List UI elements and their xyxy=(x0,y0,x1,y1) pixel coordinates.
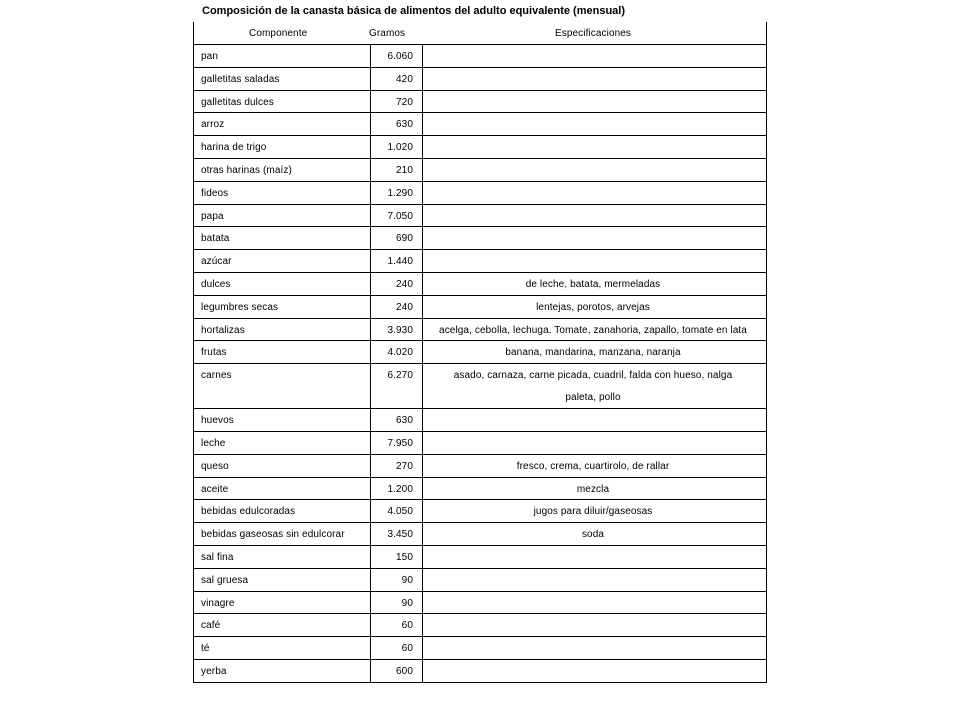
cell-gramos: 630 xyxy=(396,119,413,130)
cell-especificaciones: soda xyxy=(581,529,605,540)
table-hline xyxy=(193,545,767,546)
cell-gramos: 4.050 xyxy=(387,506,413,517)
table-hline xyxy=(193,135,767,136)
table-hline xyxy=(193,363,767,364)
cell-gramos: 1.290 xyxy=(387,188,413,199)
table-hline xyxy=(193,454,767,455)
table-hline xyxy=(193,408,767,409)
cell-gramos: 630 xyxy=(396,415,413,426)
header-componente: Componente xyxy=(249,28,308,39)
cell-gramos: 60 xyxy=(401,643,413,654)
cell-componente: azúcar xyxy=(201,256,232,267)
cell-componente: leche xyxy=(201,438,226,449)
cell-componente: frutas xyxy=(201,347,227,358)
cell-gramos: 600 xyxy=(396,666,413,677)
cell-gramos: 720 xyxy=(396,97,413,108)
cell-gramos: 210 xyxy=(396,165,413,176)
cell-especificaciones: jugos para diluir/gaseosas xyxy=(533,506,653,517)
cell-gramos: 3.930 xyxy=(387,325,413,336)
cell-componente: harina de trigo xyxy=(201,142,267,153)
cell-componente: vinagre xyxy=(201,598,235,609)
table-hline xyxy=(193,499,767,500)
cell-componente: dulces xyxy=(201,279,231,290)
cell-gramos: 90 xyxy=(401,575,413,586)
cell-especificaciones-continued: paleta, pollo xyxy=(565,392,621,403)
table-hline xyxy=(193,340,767,341)
table-hline xyxy=(193,272,767,273)
cell-gramos: 270 xyxy=(396,461,413,472)
cell-componente: galletitas dulces xyxy=(201,97,274,108)
cell-gramos: 1.020 xyxy=(387,142,413,153)
cell-componente: huevos xyxy=(201,415,234,426)
cell-gramos: 7.950 xyxy=(387,438,413,449)
cell-componente: arroz xyxy=(201,119,225,130)
table-hline xyxy=(193,591,767,592)
page-title: Composición de la canasta básica de alimentos del adulto equivalente (mensual) xyxy=(202,5,626,17)
cell-gramos: 690 xyxy=(396,233,413,244)
cell-gramos: 4.020 xyxy=(387,347,413,358)
cell-especificaciones: lentejas, porotos, arvejas xyxy=(536,302,650,313)
header-gramos: Gramos xyxy=(369,28,406,39)
header-especificaciones: Especificaciones xyxy=(554,28,632,39)
table-hline xyxy=(193,613,767,614)
cell-gramos: 90 xyxy=(401,598,413,609)
table-hline xyxy=(193,67,767,68)
table-hline xyxy=(193,249,767,250)
cell-componente: sal fina xyxy=(201,552,234,563)
table-hline xyxy=(193,44,767,45)
cell-componente: aceite xyxy=(201,484,229,495)
table-hline xyxy=(193,181,767,182)
cell-especificaciones: mezcla xyxy=(576,484,610,495)
cell-componente: bebidas gaseosas sin edulcorar xyxy=(201,529,345,540)
cell-especificaciones: asado, carnaza, carne picada, cuadril, falda con hueso, nalga xyxy=(453,370,733,381)
table-hline xyxy=(193,568,767,569)
cell-especificaciones: acelga, cebolla, lechuga. Tomate, zanahoria, zapallo, tomate en lata xyxy=(439,325,747,336)
cell-componente: otras harinas (maíz) xyxy=(201,165,292,176)
cell-componente: papa xyxy=(201,211,224,222)
cell-componente: queso xyxy=(201,461,229,472)
table-hline xyxy=(193,112,767,113)
cell-gramos: 240 xyxy=(396,279,413,290)
table-vline xyxy=(766,22,767,683)
cell-especificaciones: fresco, crema, cuartirolo, de rallar xyxy=(516,461,670,472)
food-basket-table xyxy=(193,22,767,677)
cell-especificaciones: banana, mandarina, manzana, naranja xyxy=(505,347,681,358)
cell-gramos: 7.050 xyxy=(387,211,413,222)
table-hline xyxy=(193,431,767,432)
table-hline xyxy=(193,204,767,205)
table-hline xyxy=(193,226,767,227)
cell-componente: legumbres secas xyxy=(201,302,279,313)
cell-gramos: 1.200 xyxy=(387,484,413,495)
table-hline xyxy=(193,682,767,683)
cell-gramos: 1.440 xyxy=(387,256,413,267)
cell-componente: fideos xyxy=(201,188,229,199)
cell-gramos: 240 xyxy=(396,302,413,313)
cell-componente: sal gruesa xyxy=(201,575,249,586)
cell-gramos: 6.060 xyxy=(387,51,413,62)
table-hline xyxy=(193,90,767,91)
cell-componente: café xyxy=(201,620,221,631)
cell-componente: hortalizas xyxy=(201,325,245,336)
table-hline xyxy=(193,636,767,637)
table-hline xyxy=(193,659,767,660)
cell-especificaciones: de leche, batata, mermeladas xyxy=(525,279,661,290)
cell-componente: bebidas edulcoradas xyxy=(201,506,296,517)
table-hline xyxy=(193,295,767,296)
cell-componente: batata xyxy=(201,233,230,244)
table-hline xyxy=(193,477,767,478)
cell-gramos: 6.270 xyxy=(387,370,413,381)
cell-gramos: 3.450 xyxy=(387,529,413,540)
cell-componente: pan xyxy=(201,51,218,62)
cell-componente: carnes xyxy=(201,370,232,381)
table-hline xyxy=(193,522,767,523)
table-hline xyxy=(193,158,767,159)
cell-gramos: 420 xyxy=(396,74,413,85)
cell-gramos: 60 xyxy=(401,620,413,631)
cell-componente: yerba xyxy=(201,666,227,677)
cell-gramos: 150 xyxy=(396,552,413,563)
table-hline xyxy=(193,318,767,319)
cell-componente: galletitas saladas xyxy=(201,74,280,85)
cell-componente: té xyxy=(201,643,210,654)
